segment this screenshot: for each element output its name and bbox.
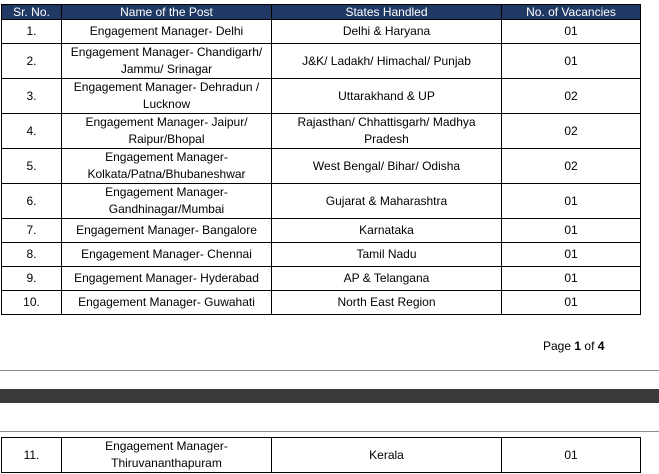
cell-states: West Bengal/ Bihar/ Odisha <box>272 149 502 184</box>
header-states: States Handled <box>272 5 502 20</box>
cell-vacancies: 01 <box>502 219 641 243</box>
table-row <box>2 20 641 44</box>
table-row <box>2 149 641 184</box>
cell-vacancies: 01 <box>502 267 641 291</box>
cell-states: AP & Telangana <box>272 267 502 291</box>
header-post: Name of the Post <box>62 5 272 20</box>
page-number <box>543 339 604 353</box>
vacancy-table-continued <box>1 437 641 473</box>
cell-sr-no: 3. <box>2 79 62 114</box>
cell-sr-no: 9. <box>2 267 62 291</box>
cell-sr-no: 7. <box>2 219 62 243</box>
cell-post: Engagement Manager- Jaipur/ Raipur/Bhopal <box>62 114 272 149</box>
header-vacancies: No. of Vacancies <box>502 5 641 20</box>
page-top-edge <box>0 431 659 432</box>
cell-post: Engagement Manager- Dehradun / Lucknow <box>62 79 272 114</box>
table-row <box>2 243 641 267</box>
cell-vacancies: 01 <box>502 184 641 219</box>
cell-sr-no: 4. <box>2 114 62 149</box>
cell-post: Engagement Manager- Delhi <box>62 20 272 44</box>
table-row <box>2 79 641 114</box>
page-break-gap <box>0 389 659 403</box>
cell-states: Delhi & Haryana <box>272 20 502 44</box>
cell-vacancies: 01 <box>502 20 641 44</box>
cell-vacancies: 01 <box>502 44 641 79</box>
cell-post: Engagement Manager- Kolkata/Patna/Bhubaneshwar <box>62 149 272 184</box>
cell-post: Engagement Manager- Guwahati <box>62 291 272 315</box>
cell-vacancies: 01 <box>502 291 641 315</box>
cell-vacancies: 02 <box>502 149 641 184</box>
page-bottom-edge <box>0 370 659 371</box>
cell-sr-no: 5. <box>2 149 62 184</box>
cell-states: Rajasthan/ Chhattisgarh/ Madhya Pradesh <box>272 114 502 149</box>
table-body-continued <box>2 438 641 473</box>
page-of: of <box>584 339 595 353</box>
cell-post: Engagement Manager- Thiruvananthapuram <box>62 438 272 473</box>
table-row <box>2 44 641 79</box>
cell-vacancies: 01 <box>502 243 641 267</box>
cell-vacancies: 01 <box>502 438 641 473</box>
table-row <box>2 184 641 219</box>
table-body <box>2 20 641 315</box>
cell-states: Gujarat & Maharashtra <box>272 184 502 219</box>
vacancy-table <box>1 4 641 315</box>
header-sr-no: Sr. No. <box>2 5 62 20</box>
table-row <box>2 219 641 243</box>
cell-post: Engagement Manager- Hyderabad <box>62 267 272 291</box>
cell-sr-no: 11. <box>2 438 62 473</box>
cell-sr-no: 10. <box>2 291 62 315</box>
table-header-row <box>2 5 641 20</box>
page-prefix: Page <box>543 339 572 353</box>
cell-sr-no: 2. <box>2 44 62 79</box>
cell-states: Tamil Nadu <box>272 243 502 267</box>
cell-post: Engagement Manager- Chennai <box>62 243 272 267</box>
cell-states: North East Region <box>272 291 502 315</box>
table-row <box>2 267 641 291</box>
cell-states: Kerala <box>272 438 502 473</box>
cell-sr-no: 1. <box>2 20 62 44</box>
page-total: 4 <box>597 339 605 353</box>
cell-vacancies: 02 <box>502 79 641 114</box>
page-current: 1 <box>574 339 582 353</box>
table-row <box>2 291 641 315</box>
cell-sr-no: 8. <box>2 243 62 267</box>
cell-post: Engagement Manager- Chandigarh/ Jammu/ Srinagar <box>62 44 272 79</box>
cell-post: Engagement Manager- Gandhinagar/Mumbai <box>62 184 272 219</box>
table-row <box>2 438 641 473</box>
table-row <box>2 114 641 149</box>
cell-states: Karnataka <box>272 219 502 243</box>
cell-states: J&K/ Ladakh/ Himachal/ Punjab <box>272 44 502 79</box>
cell-sr-no: 6. <box>2 184 62 219</box>
cell-vacancies: 02 <box>502 114 641 149</box>
cell-states: Uttarakhand & UP <box>272 79 502 114</box>
cell-post: Engagement Manager- Bangalore <box>62 219 272 243</box>
